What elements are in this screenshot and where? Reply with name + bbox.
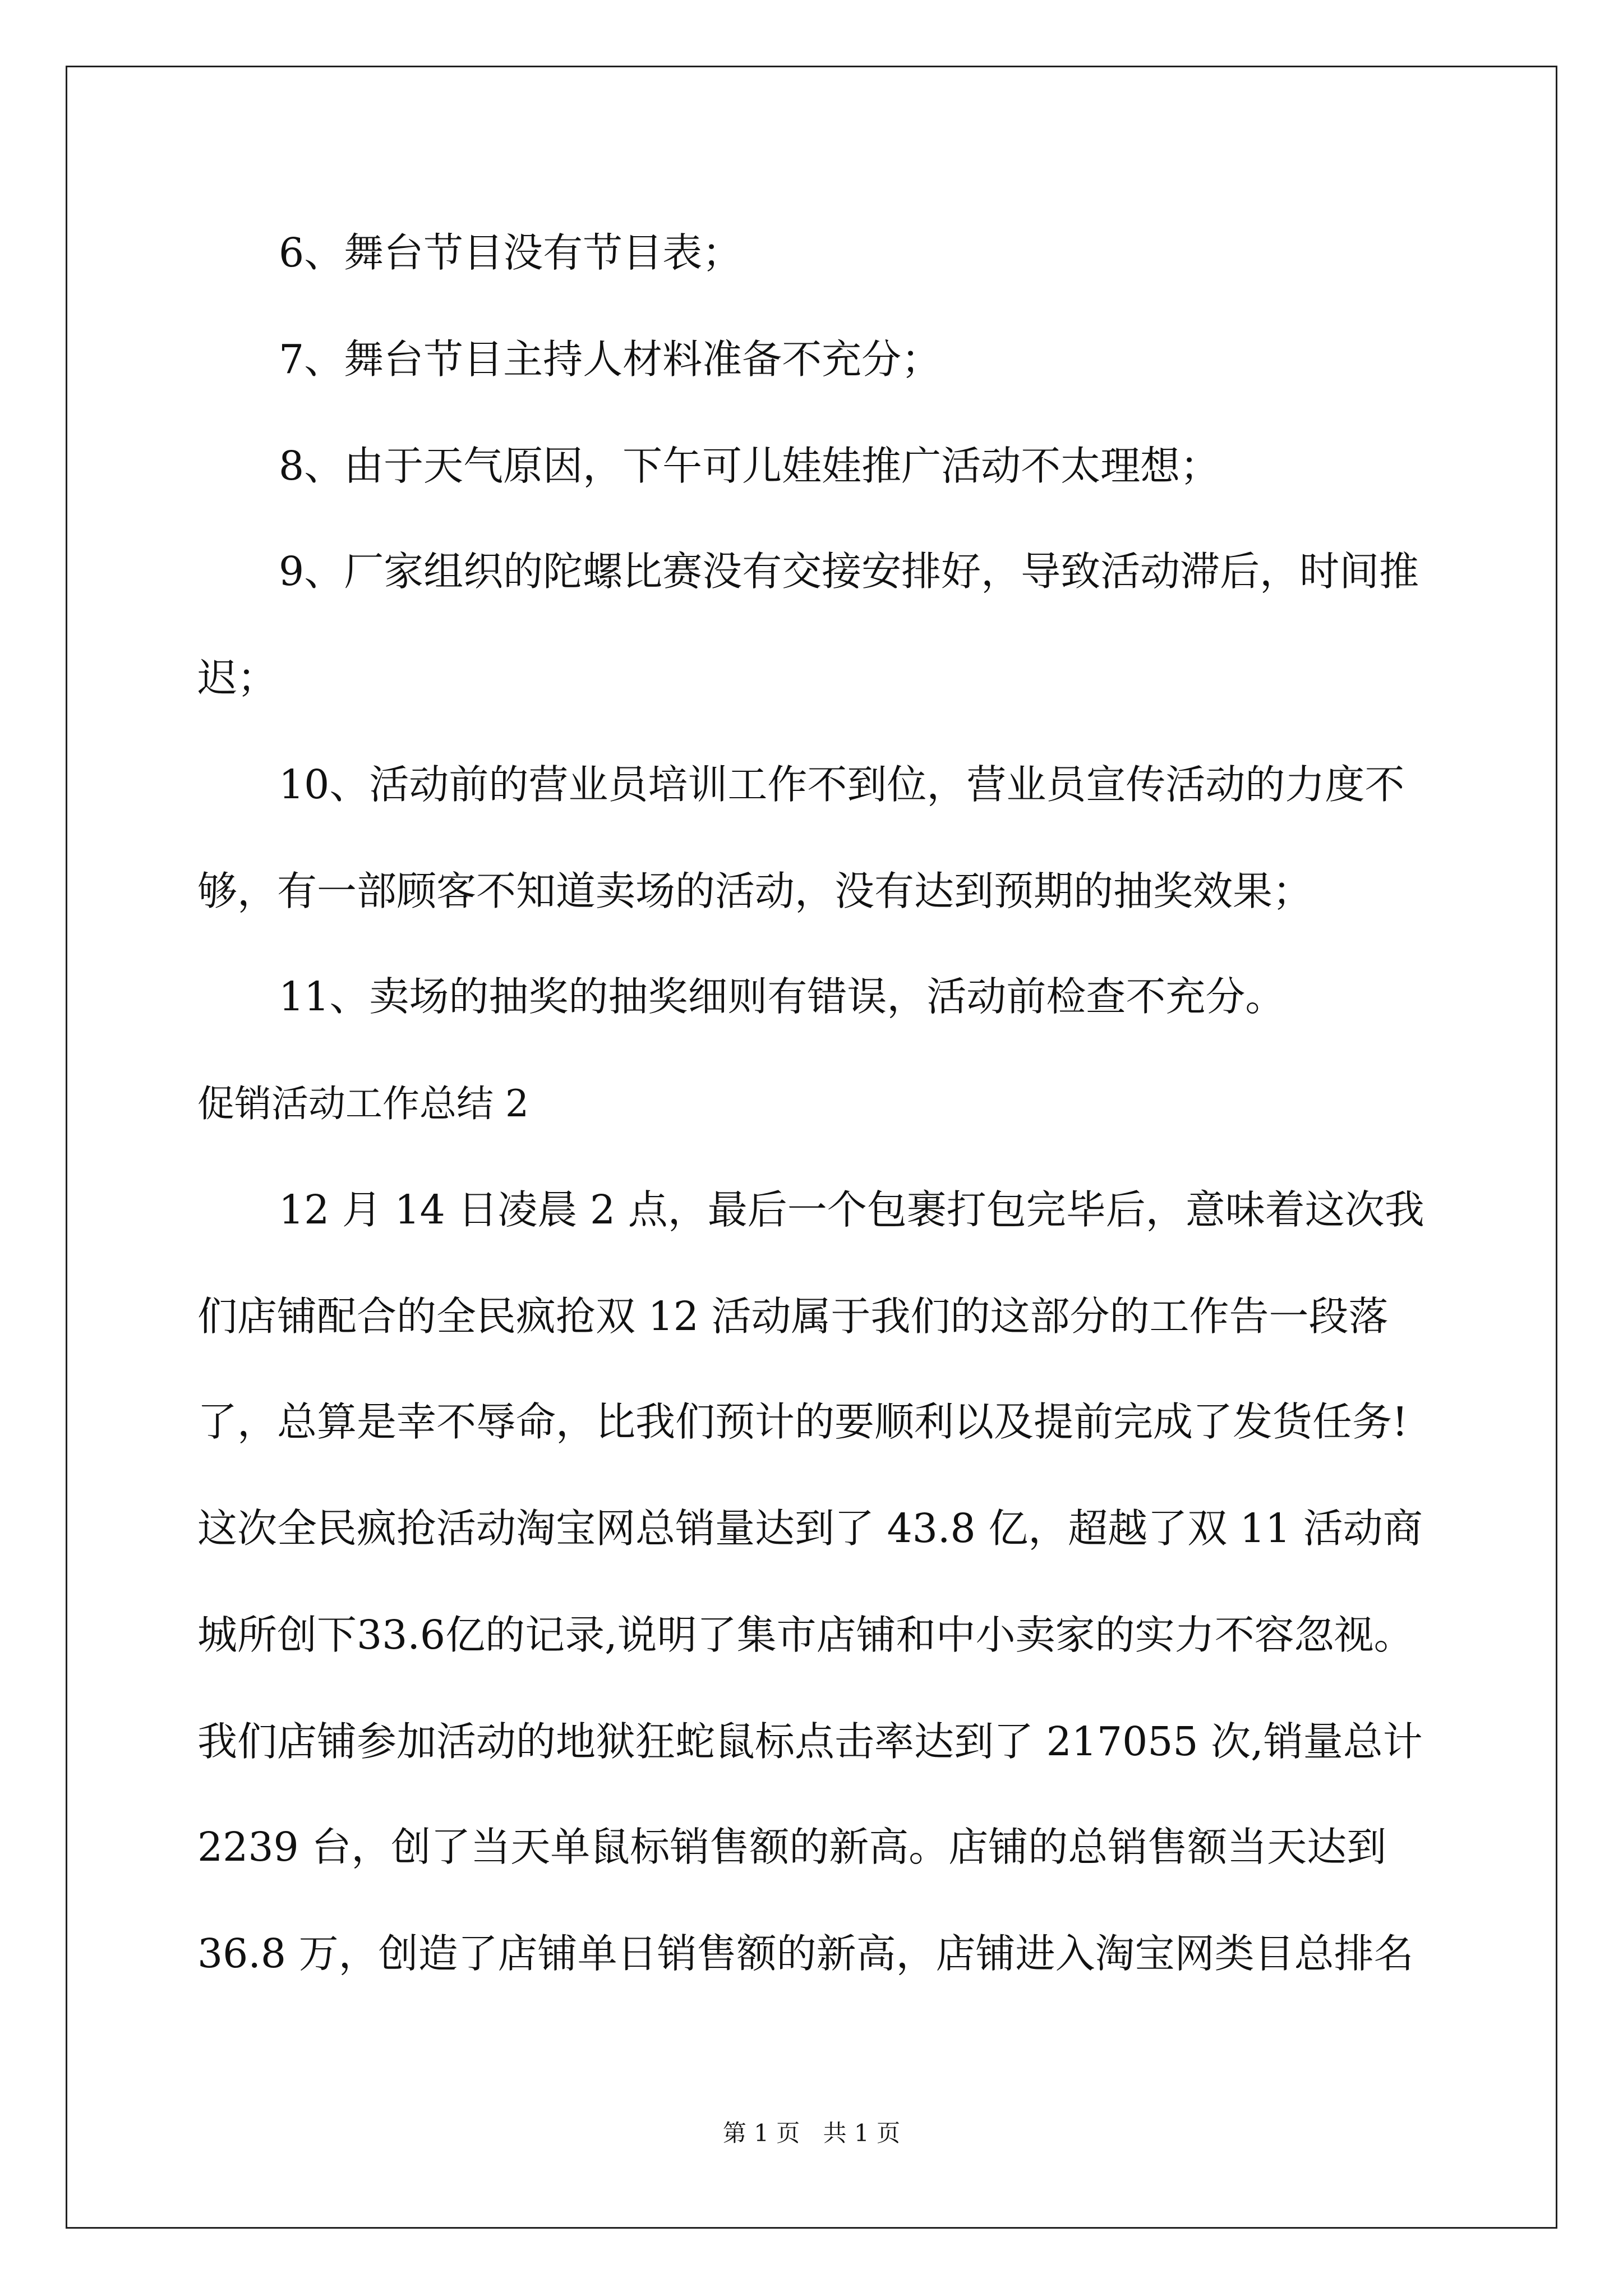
- list-item-10: 10、活动前的营业员培训工作不到位，营业员宣传活动的力度不: [279, 761, 1405, 808]
- list-item-7: 7、舞台节目主持人材料准备不充分；: [279, 336, 942, 383]
- paragraph-line: 2239 台，创了当天单鼠标销售额的新高。店铺的总销售额当天达到: [197, 1824, 1387, 1870]
- list-item-6: 6、舞台节目没有节目表；: [279, 229, 743, 276]
- page-number: 第 1 页: [722, 2119, 800, 2147]
- page-border: [66, 66, 1557, 2229]
- paragraph-line: 我们店铺参加活动的地狱狂蛇鼠标点击率达到了 217055 次,销量总计: [197, 1718, 1423, 1765]
- list-item-10-continued: 够，有一部顾客不知道卖场的活动，没有达到预期的抽奖效果；: [197, 868, 1313, 914]
- paragraph-line: 了，总算是幸不辱命，比我们预计的要顺利以及提前完成了发货任务!: [197, 1398, 1408, 1445]
- paragraph-line: 12 月 14 日凌晨 2 点，最后一个包裹打包完毕后，意味着这次我: [279, 1186, 1424, 1233]
- section-heading: 促销活动工作总结 2: [197, 1082, 529, 1125]
- list-item-8: 8、由于天气原因，下午可儿娃娃推广活动不太理想；: [279, 443, 1220, 489]
- paragraph-line: 们店铺配合的全民疯抢双 12 活动属于我们的这部分的工作告一段落: [197, 1293, 1389, 1340]
- page-footer: [0, 2119, 1623, 2147]
- list-item-9-continued: 迟；: [197, 655, 278, 701]
- list-item-11: 11、卖场的抽奖的抽奖细则有错误，活动前检查不充分。: [279, 973, 1285, 1020]
- paragraph-line: 城所创下33.6亿的记录,说明了集市店铺和中小卖家的实力不容忽视。: [197, 1612, 1414, 1658]
- list-item-9: 9、厂家组织的陀螺比赛没有交接安排好，导致活动滞后，时间推: [279, 548, 1419, 595]
- paragraph-line: 这次全民疯抢活动淘宝网总销量达到了 43.8 亿，超越了双 11 活动商: [197, 1505, 1423, 1552]
- paragraph-line: 36.8 万，创造了店铺单日销售额的新高，店铺进入淘宝网类目总排名: [197, 1930, 1414, 1977]
- page-total: 共 1 页: [823, 2119, 901, 2147]
